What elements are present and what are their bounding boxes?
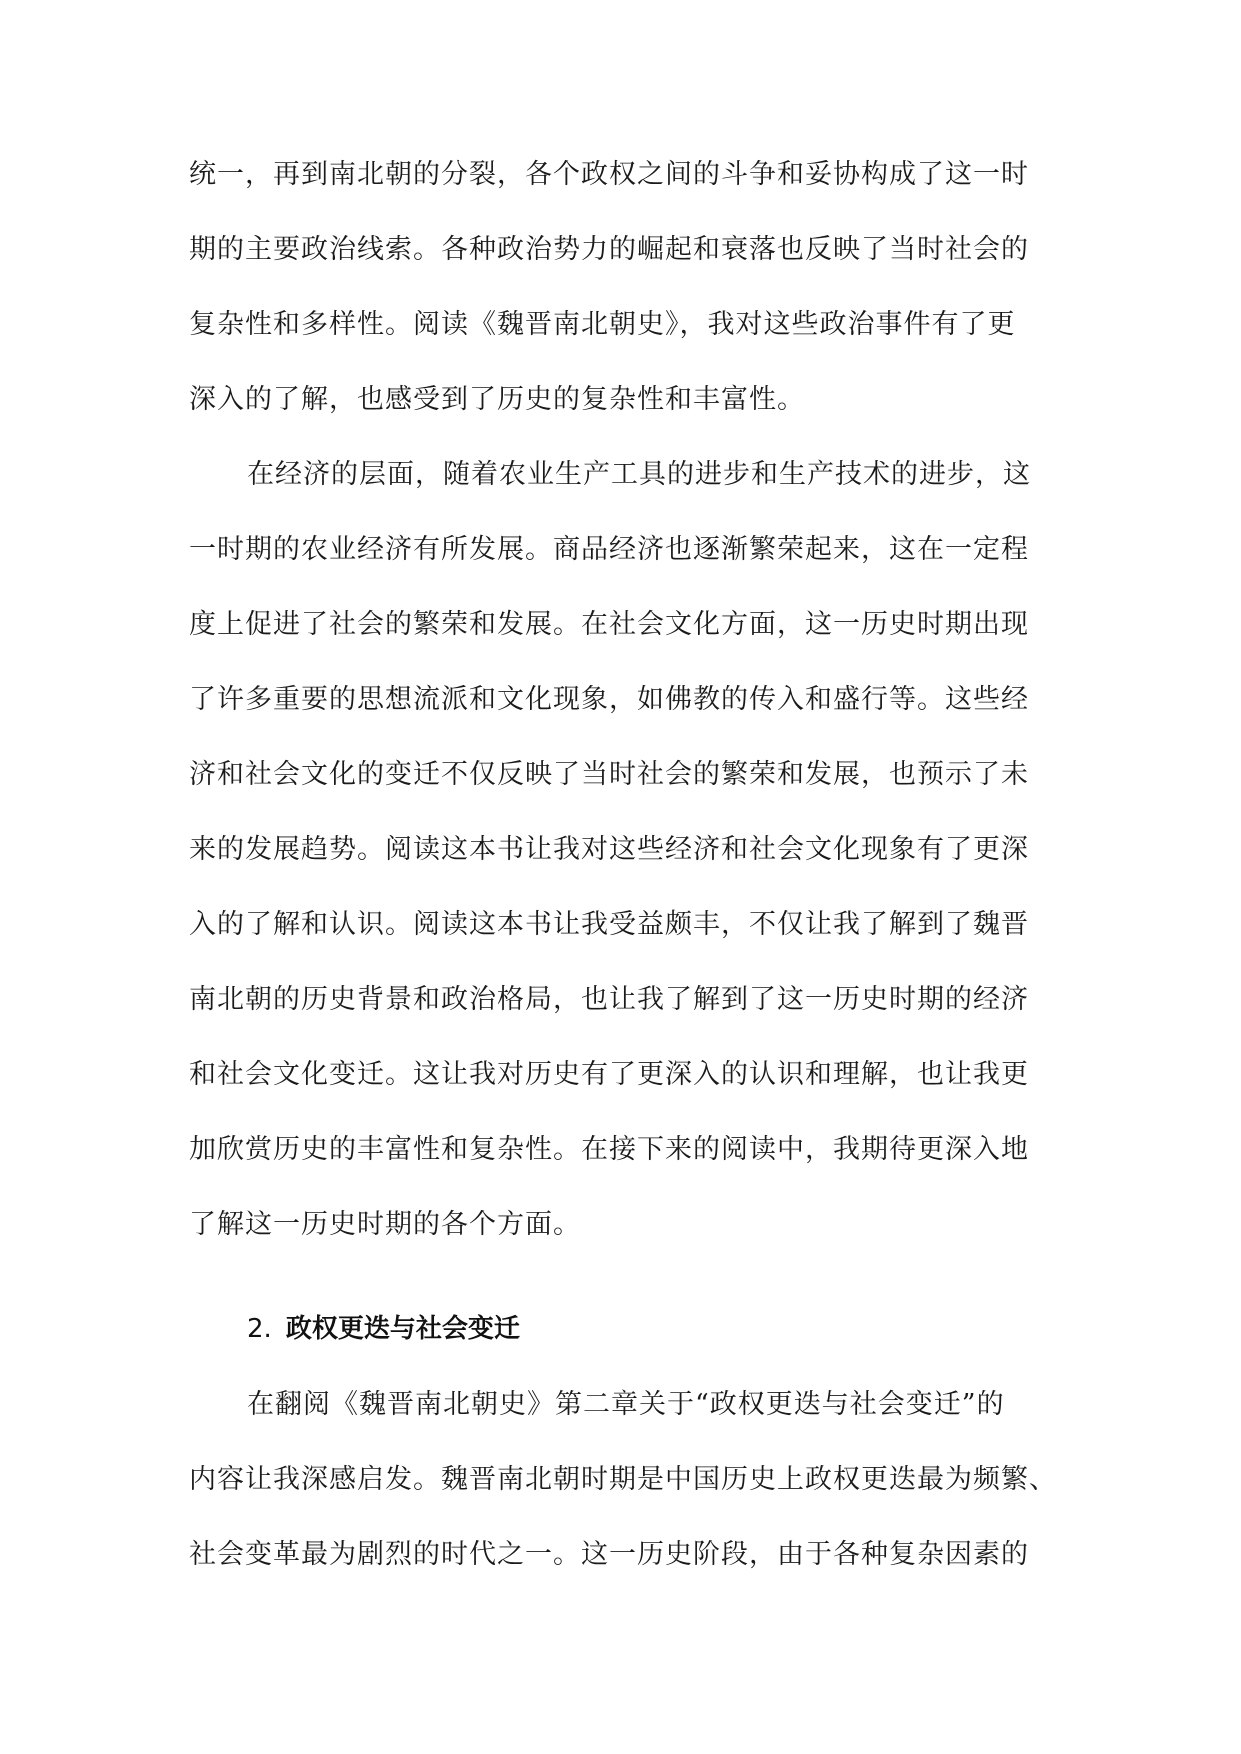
text-line: 了许多重要的思想流派和文化现象，如佛教的传入和盛行等。这些经 <box>189 684 1029 715</box>
text-line: 和社会文化变迁。这让我对历史有了更深入的认识和理解，也让我更 <box>189 1059 1029 1090</box>
section-title: 政权更迭与社会变迁 <box>285 1314 520 1344</box>
text-line: 入的了解和认识。阅读这本书让我受益颇丰，不仅让我了解到了魏晋 <box>189 909 1029 940</box>
text-line: 加欣赏历史的丰富性和复杂性。在接下来的阅读中，我期待更深入地 <box>189 1134 1029 1165</box>
text-line: 一时期的农业经济有所发展。商品经济也逐渐繁荣起来，这在一定程 <box>189 534 1029 565</box>
text-line: 了解这一历史时期的各个方面。 <box>189 1209 581 1240</box>
text-line: 统一，再到南北朝的分裂，各个政权之间的斗争和妥协构成了这一时 <box>189 159 1029 190</box>
text-line: 度上促进了社会的繁荣和发展。在社会文化方面，这一历史时期出现 <box>189 609 1029 640</box>
text-line: 济和社会文化的变迁不仅反映了当时社会的繁荣和发展，也预示了未 <box>189 759 1029 790</box>
text-line: 深入的了解，也感受到了历史的复杂性和丰富性。 <box>189 384 805 415</box>
section-number: 2. <box>247 1314 272 1344</box>
section-heading <box>189 1292 1059 1367</box>
text-line: 在翻阅《魏晋南北朝史》第二章关于“政权更迭与社会变迁”的 <box>247 1389 1005 1420</box>
text-line: 期的主要政治线索。各种政治势力的崛起和衰落也反映了当时社会的 <box>189 234 1029 265</box>
text-line: 复杂性和多样性。阅读《魏晋南北朝史》，我对这些政治事件有了更 <box>189 309 1016 340</box>
paragraph-section-intro <box>189 1367 1059 1592</box>
paragraph-politics <box>189 137 1059 437</box>
text-line: 社会变革最为剧烈的时代之一。这一历史阶段，由于各种复杂因素的 <box>189 1539 1029 1570</box>
text-line: 在经济的层面，随着农业生产工具的进步和生产技术的进步，这 <box>247 459 1031 490</box>
text-line: 来的发展趋势。阅读这本书让我对这些经济和社会文化现象有了更深 <box>189 834 1029 865</box>
text-line: 南北朝的历史背景和政治格局，也让我了解到了这一历史时期的经济 <box>189 984 1029 1015</box>
document-body <box>189 137 1059 1592</box>
text-line: 内容让我深感启发。魏晋南北朝时期是中国历史上政权更迭最为频繁、 <box>189 1464 1057 1495</box>
paragraph-economy-culture <box>189 437 1059 1262</box>
